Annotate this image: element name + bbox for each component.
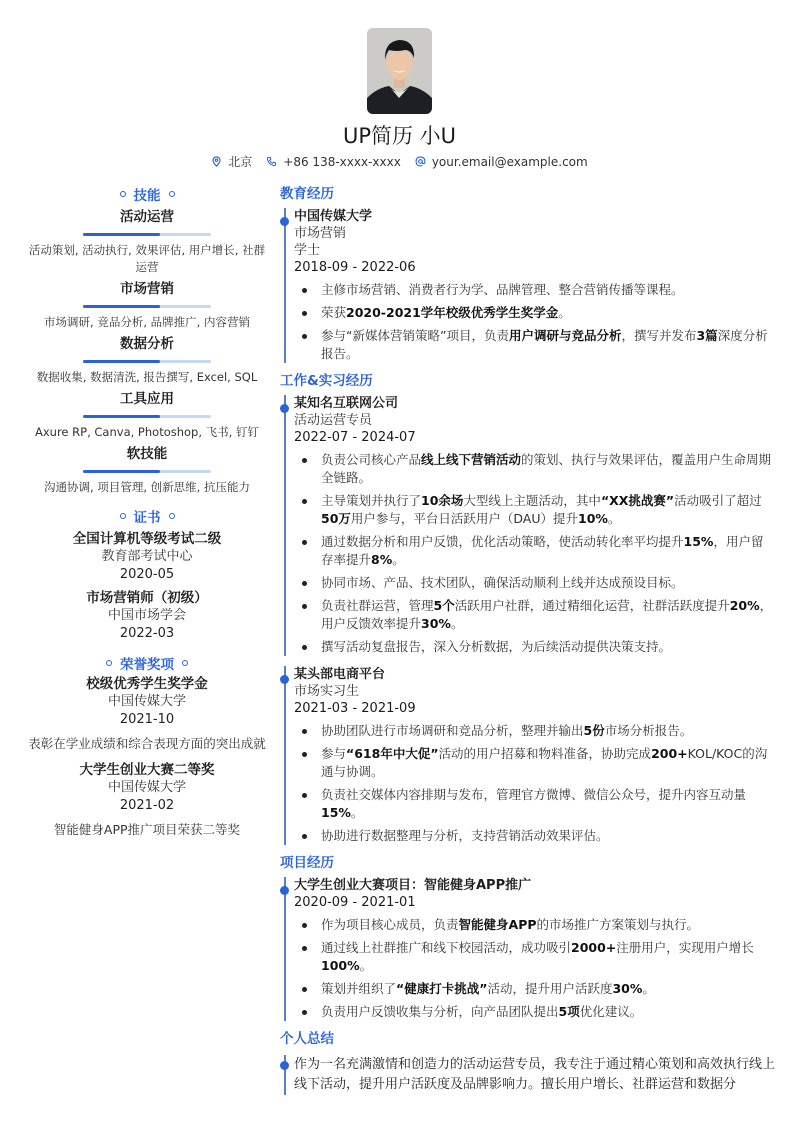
skill-desc: 市场调研, 竞品分析, 品牌推广, 内容营销 — [44, 315, 250, 329]
award-desc: 表彰在学业成绩和综合表现方面的突出成就 — [28, 736, 266, 751]
phone-icon — [266, 156, 277, 167]
section-title-summary: 个人总结 — [280, 1031, 334, 1047]
job-role: 活动运营专员 — [294, 413, 373, 428]
skill-name: 工具应用 — [120, 391, 174, 407]
section-title-certs: 证书 — [22, 506, 272, 526]
skill-item — [22, 444, 272, 496]
section-title-work: 工作&实习经历 — [280, 373, 373, 389]
skill-item — [22, 207, 272, 276]
cert-item — [22, 589, 272, 643]
skill-item — [22, 389, 272, 441]
skill-name: 活动运营 — [120, 209, 174, 225]
cert-org: 教育部考试中心 — [101, 549, 193, 564]
date-range: 2022-07 - 2024-07 — [294, 430, 416, 445]
resume-name: UP简历 小U — [342, 124, 457, 148]
company-name: 某头部电商平台 — [294, 667, 386, 682]
bullet-item: 负责用户反馈收集与分析，向产品团队提出5项优化建议。 — [294, 1003, 780, 1021]
timeline-dot-icon — [280, 404, 289, 413]
bullet-item: 主修市场营销、消费者行为学、品牌管理、整合营销传播等课程。 — [294, 281, 780, 299]
skill-level-bar — [83, 305, 211, 308]
job-role: 市场实习生 — [294, 684, 360, 699]
cert-name: 全国计算机等级考试二级 — [72, 531, 222, 547]
work-entry — [280, 666, 780, 845]
award-date: 2021-10 — [119, 712, 175, 727]
section-title-awards: 荣誉奖项 — [22, 653, 272, 673]
award-name: 校级优秀学生奖学金 — [86, 676, 208, 692]
bullet-item: 负责社群运营，管理5个活跃用户社群，通过精细化运营，社群活跃度提升20%，用户反馈效率提升30%。 — [294, 597, 780, 633]
avatar-photo — [367, 28, 432, 114]
timeline-line — [284, 395, 286, 656]
bullet-item: 策划并组织了“健康打卡挑战”活动，提升用户活跃度30%。 — [294, 980, 780, 998]
award-item — [22, 675, 272, 755]
right-column — [280, 184, 780, 1095]
education-entry — [280, 208, 780, 363]
degree: 学士 — [294, 243, 321, 258]
cert-date: 2020-05 — [119, 567, 175, 582]
award-name: 大学生创业大赛二等奖 — [79, 762, 215, 778]
skill-name: 市场营销 — [120, 281, 174, 297]
skill-item — [22, 334, 272, 386]
circle-icon — [182, 660, 188, 666]
timeline-dot-icon — [280, 217, 289, 226]
skill-name: 数据分析 — [120, 336, 174, 352]
cert-item — [22, 530, 272, 584]
skill-level-bar — [83, 360, 211, 363]
portrait-image — [367, 28, 432, 114]
award-date: 2021-02 — [119, 798, 175, 813]
award-org: 中国传媒大学 — [107, 694, 186, 709]
timeline-line — [284, 208, 286, 363]
bullet-item: 负责公司核心产品线上线下营销活动的策划、执行与效果评估，覆盖用户生命周期全链路。 — [294, 451, 780, 487]
award-org: 中国传媒大学 — [107, 780, 186, 795]
timeline-dot-icon — [280, 886, 289, 895]
phone-text: +86 138-xxxx-xxxx — [283, 154, 401, 169]
bullet-item: 作为项目核心成员，负责智能健身APP的市场推广方案策划与执行。 — [294, 916, 780, 934]
contact-phone — [266, 153, 401, 170]
award-desc: 智能健身APP推广项目荣获二等奖 — [53, 822, 241, 837]
circle-icon — [169, 191, 175, 197]
at-icon — [415, 156, 426, 167]
skill-desc: 沟通协调, 项目管理, 创新思维, 抗压能力 — [44, 480, 250, 494]
skill-desc: 数据收集, 数据清洗, 报告撰写, Excel, SQL — [36, 370, 258, 384]
summary-text: 作为一名充满激情和创造力的活动运营专员，我专注于通过精心策划和高效执行线上线下活动，提升用户活跃度及品牌影响力。擅长用户增长、社群运营和数据分 — [294, 1057, 776, 1092]
cert-name: 市场营销师（初级） — [86, 590, 208, 606]
timeline-line — [284, 666, 286, 845]
skill-level-bar — [83, 233, 211, 236]
bullet-item: 协助团队进行市场调研和竞品分析，整理并输出5份市场分析报告。 — [294, 722, 780, 740]
email-text[interactable]: your.email@example.com — [431, 154, 588, 169]
date-range: 2021-03 - 2021-09 — [294, 701, 416, 716]
bullet-item: 荣获2020-2021学年校级优秀学生奖学金。 — [294, 304, 780, 322]
contact-bar — [0, 153, 799, 170]
circle-icon — [169, 513, 175, 519]
bullet-item: 参与“618年中大促”活动的用户招募和物料准备，协助完成200+KOL/KOC的沟通与协调。 — [294, 745, 780, 781]
skill-level-bar — [83, 470, 211, 473]
bullet-item: 通过数据分析和用户反馈，优化活动策略，使活动转化率平均提升15%，用户留存率提升8%。 — [294, 533, 780, 569]
timeline-dot-icon — [280, 675, 289, 684]
skill-item — [22, 279, 272, 331]
contact-location — [211, 153, 252, 170]
cert-org: 中国市场学会 — [107, 608, 186, 623]
bullet-item: 参与“新媒体营销策略”项目，负责用户调研与竞品分析，撰写并发布3篇深度分析报告。 — [294, 327, 780, 363]
skill-desc: 活动策划, 活动执行, 效果评估, 用户增长, 社群运营 — [28, 243, 266, 274]
section-title-skills: 技能 — [22, 184, 272, 204]
left-column — [22, 184, 272, 841]
project-name: 大学生创业大赛项目：智能健身APP推广 — [294, 878, 532, 893]
contact-email[interactable] — [415, 153, 588, 170]
location-text: 北京 — [228, 155, 253, 169]
bullet-list — [294, 722, 780, 845]
bullet-item: 负责社交媒体内容排期与发布，管理官方微博、微信公众号，提升内容互动量15%。 — [294, 786, 780, 822]
bullet-list — [294, 281, 780, 363]
project-entry — [280, 877, 780, 1021]
major: 市场营销 — [294, 226, 347, 241]
circle-icon — [120, 513, 126, 519]
section-title-projects: 项目经历 — [280, 855, 334, 871]
bullet-list — [294, 451, 780, 656]
section-title-education: 教育经历 — [280, 186, 334, 202]
cert-date: 2022-03 — [119, 626, 175, 641]
bullet-item: 主导策划并执行了10余场大型线上主题活动，其中“XX挑战赛”活动吸引了超过50万用户参与，平台日活跃用户（DAU）提升10%。 — [294, 492, 780, 528]
summary-entry — [280, 1055, 780, 1095]
map-pin-icon — [211, 156, 222, 167]
award-item — [22, 761, 272, 841]
bullet-item: 撰写活动复盘报告，深入分析数据，为后续活动提供决策支持。 — [294, 638, 780, 656]
school-name: 中国传媒大学 — [294, 209, 373, 224]
bullet-item: 通过线上社群推广和线下校园活动，成功吸引2000+注册用户，实现用户增长100%。 — [294, 939, 780, 975]
bullet-item: 协同市场、产品、技术团队，确保活动顺利上线并达成预设目标。 — [294, 574, 780, 592]
date-range: 2018-09 - 2022-06 — [294, 260, 416, 275]
date-range: 2020-09 - 2021-01 — [294, 895, 416, 910]
skill-desc: Axure RP, Canva, Photoshop, 飞书, 钉钉 — [35, 425, 259, 439]
timeline-line — [284, 877, 286, 1021]
skill-level-bar — [83, 415, 211, 418]
timeline-dot-icon — [280, 1061, 289, 1070]
circle-icon — [106, 660, 112, 666]
work-entry — [280, 395, 780, 656]
skill-name: 软技能 — [126, 446, 168, 462]
circle-icon — [120, 191, 126, 197]
company-name: 某知名互联网公司 — [294, 396, 399, 411]
bullet-item: 协助进行数据整理与分析，支持营销活动效果评估。 — [294, 827, 780, 845]
bullet-list — [294, 916, 780, 1021]
